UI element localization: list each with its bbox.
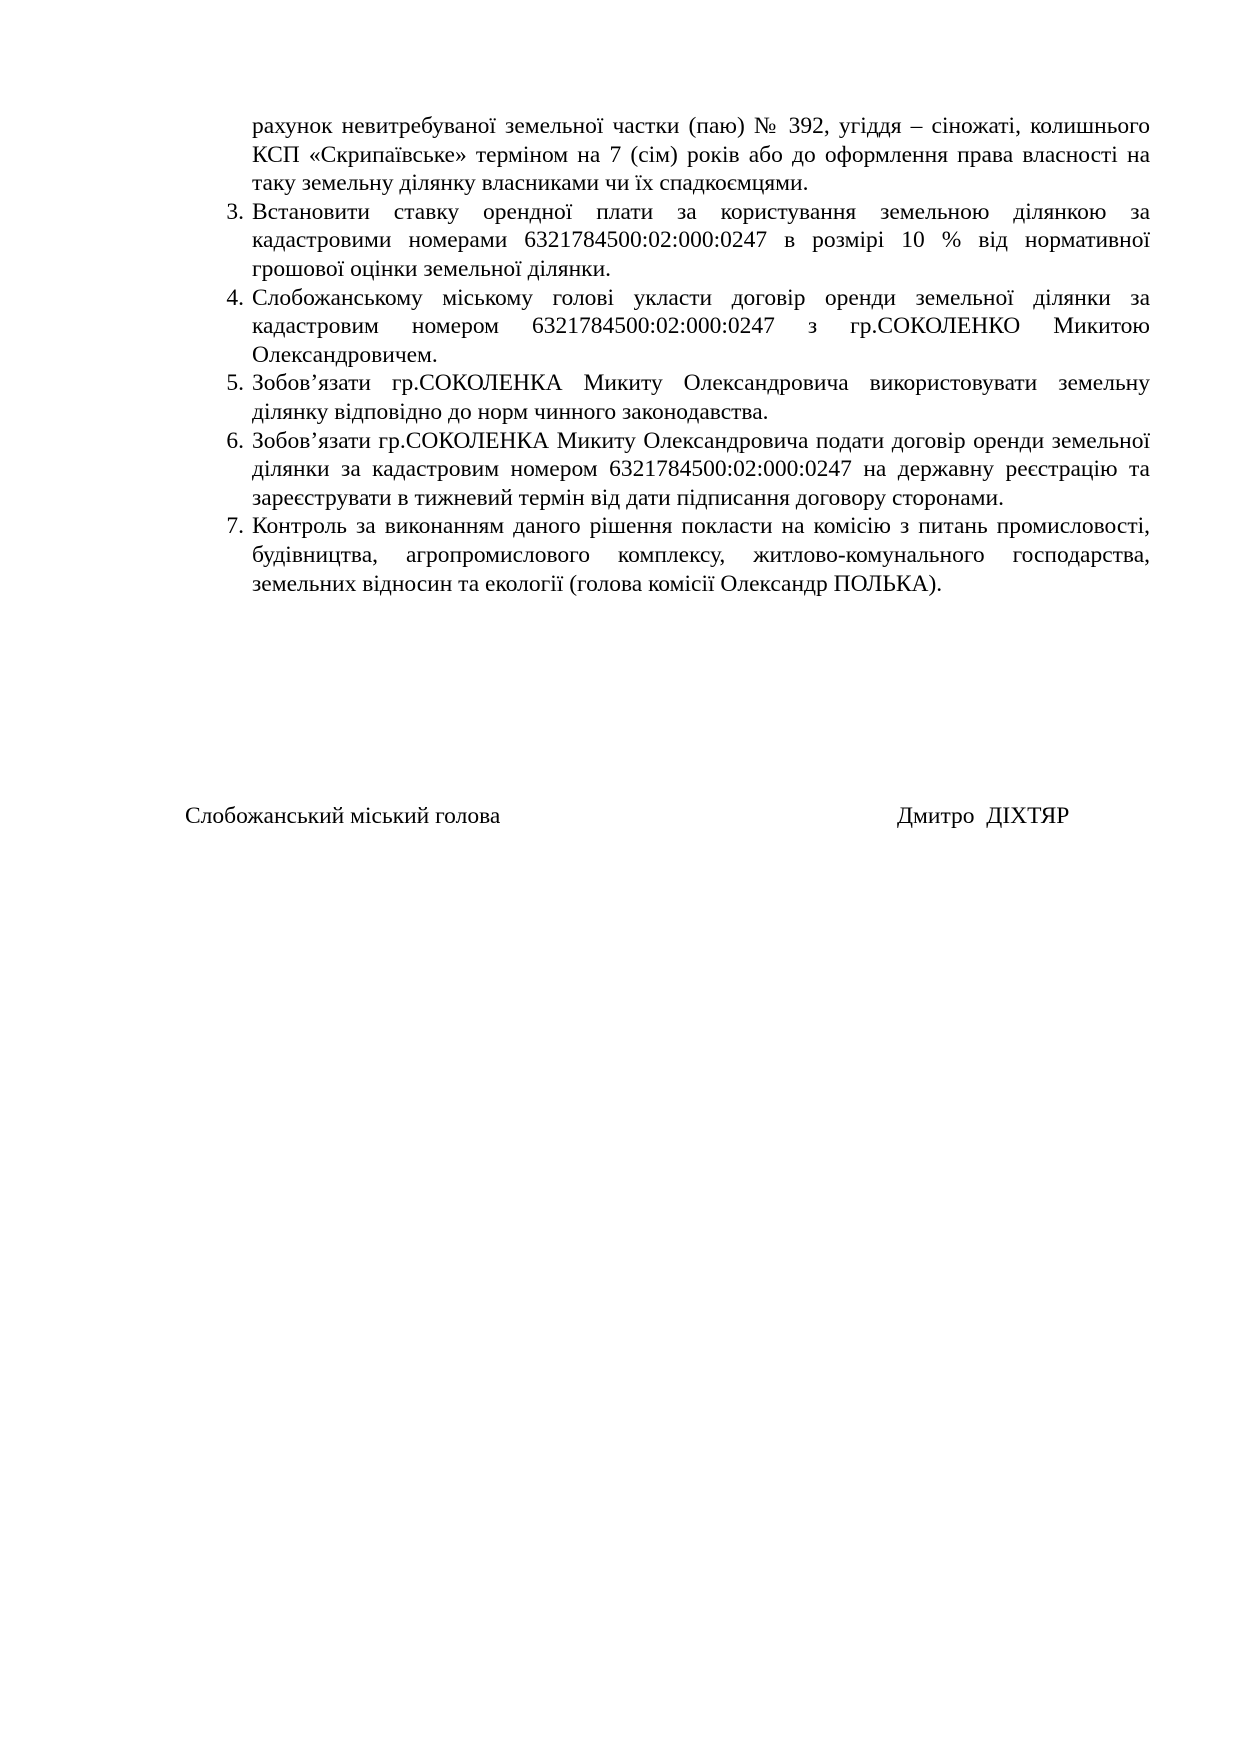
decision-item-3 <box>226 198 1150 284</box>
item-text: Зобов’язати гр.СОКОЛЕНКА Микиту Олександровича використовувати земельну ділянку відповідно до норм чинного законодавства. <box>252 370 1150 425</box>
continued-paragraph: рахунок невитребуваної земельної частки (паю) № 392, угіддя – сіножаті, колишнього КСП «Скрипаївське» терміном на 7 (сім) років або до оформлення права власності на таку земельну ділянку власниками чи їх спадкоємцями. <box>252 113 1150 197</box>
item-text: Встановити ставку орендної плати за користування земельною ділянкою за кадастровими номерами 6321784500:02:000:0247 в розмірі 10 % від нормативної грошової оцінки земельної ділянки. <box>252 198 1150 282</box>
item-number: 6. <box>226 427 244 454</box>
decision-item-5 <box>226 369 1150 426</box>
decision-body <box>226 112 1150 598</box>
item-number: 5. <box>226 370 244 397</box>
decision-items-list <box>226 198 1150 598</box>
decision-item-7 <box>226 512 1150 598</box>
item-text: Контроль за виконанням даного рішення покласти на комісію з питань промисловості, будівництва, агропромислового комплексу, житлово-комунального господарства, земельних відносин та екології (голова комісії Олександр ПОЛЬКА). <box>252 513 1150 597</box>
item-number: 3. <box>226 198 244 225</box>
item-number: 7. <box>226 513 244 540</box>
decision-item-4 <box>226 284 1150 370</box>
item-text: Слобожанському міському голові укласти договір оренди земельної ділянки за кадастровим номером 6321784500:02:000:0247 з гр.СОКОЛЕНКО Микитою Олександровичем. <box>252 284 1150 368</box>
signatory-name: Дмитро ДІХТЯР <box>897 803 1070 829</box>
item-number: 4. <box>226 284 244 311</box>
signature-block <box>0 802 1240 836</box>
decision-item-6 <box>226 427 1150 513</box>
signatory-title: Слобожанський міський голова <box>185 803 501 829</box>
item-text: Зобов’язати гр.СОКОЛЕНКА Микиту Олександровича подати договір оренди земельної ділянки за кадастровим номером 6321784500:02:000:0247 на державну реєстрацію та зареєструвати в тижневий термін від дати підписання договору сторонами. <box>252 427 1150 511</box>
